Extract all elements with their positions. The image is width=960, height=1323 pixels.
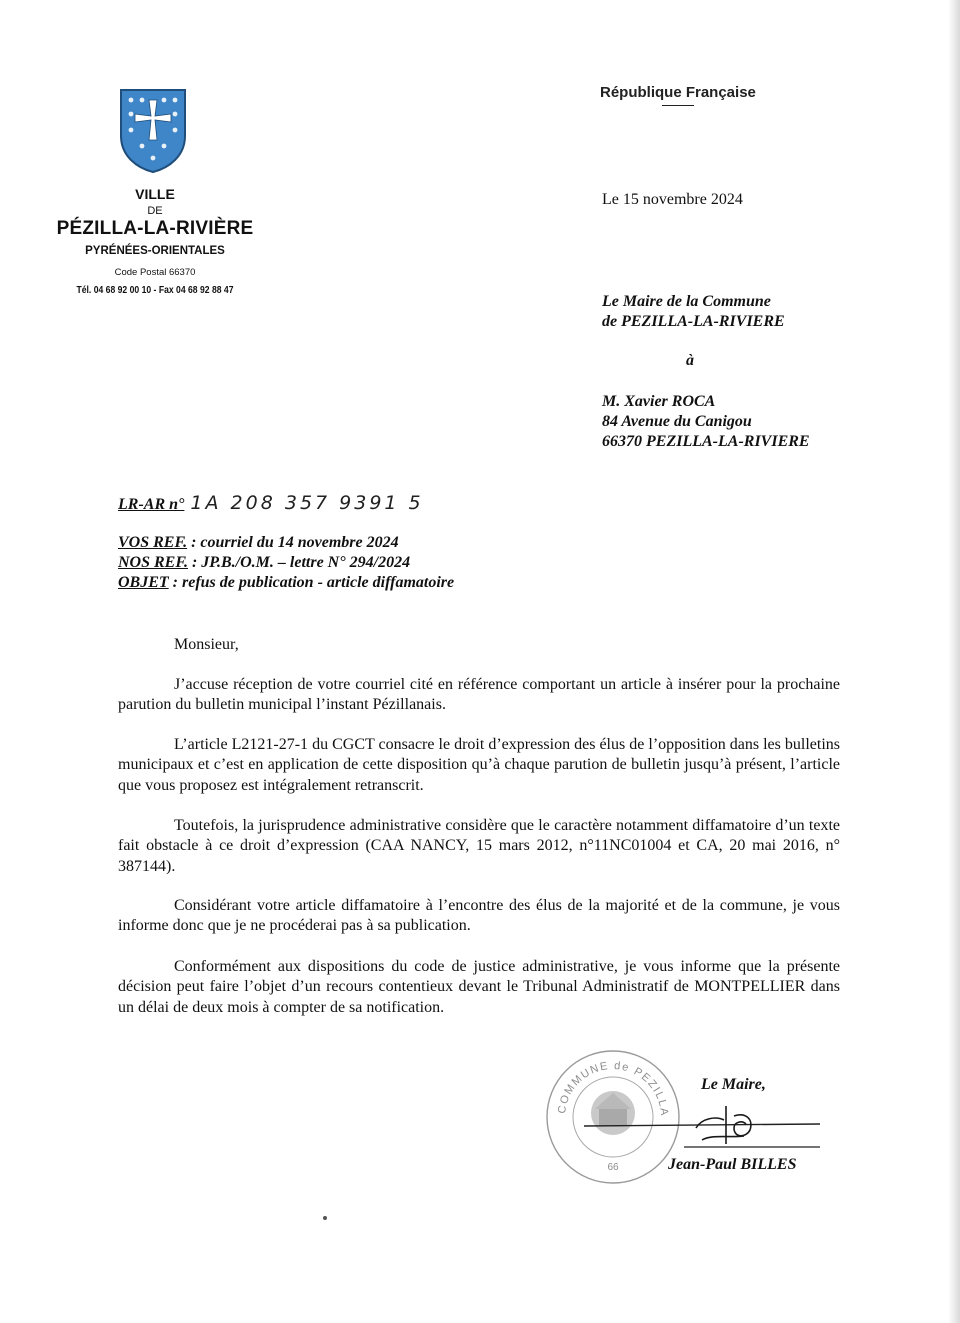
svg-text:COMMUNE de PEZILLA-LA-RIVIERE: COMMUNE de PEZILLA [555,1059,671,1118]
paragraph-1: J’accuse réception de votre courriel cité en référence comportant un article à insérer pour la prochaine parution du bulletin municipal l’instant Pézillanais. [118,676,840,714]
sender-block [602,292,785,332]
signature-label: Le Maire, [701,1076,766,1093]
page-edge-shadow [948,0,960,1323]
stamp-department: 66 [607,1162,619,1173]
lrar-handwritten-number: 1A 208 357 9391 5 [190,492,424,514]
letter-date: Le 15 novembre 2024 [602,191,743,208]
paragraph-2: L’article L2121-27-1 du CGCT consacre le droit d’expression des élus de l’opposition dans les bulletins municipaux et c’est en application de cette disposition qu’à chaque parution de bulletin jusqu’à présent, l’article que vous proposez est intégralement retranscrit. [118,736,840,794]
paragraph-4: Considérant votre article diffamatoire à l’encontre des élus de la majorité et de la commune, je vous informe donc que je ne procéderai pas à sa publication. [118,897,840,935]
vos-ref-line [118,534,399,552]
nos-ref-line [118,554,410,572]
nos-ref-label: NOS REF. [118,554,188,571]
objet-line [118,574,454,592]
vos-ref-value: : courriel du 14 novembre 2024 [187,534,399,551]
objet-label: OBJET [118,574,169,591]
letterhead-de: DE [147,205,163,217]
signer-name: Jean-Paul BILLES [668,1156,797,1173]
lrar-line [118,492,424,514]
vos-ref-label: VOS REF. [118,534,188,551]
nos-ref-value: : JP.B./O.M. – lettre N° 294/2024 [187,554,411,571]
paragraph-3: Toutefois, la jurisprudence administrative considère que le caractère notamment diffamatoire d’un texte fait obstacle à ce droit d’expression (CAA NANCY, 15 mars 2012, n°11NC01004 et CA, 20 mai 2016, n° 387144). [118,817,840,875]
objet-value: : refus de publication - article diffamatoire [168,574,455,591]
letterhead-phone-fax: Tél. 04 68 92 00 10 - Fax 04 68 92 88 47 [76,284,234,296]
recipient-street: 84 Avenue du Canigou [602,413,752,430]
recipient-block [602,392,810,452]
sender-line-2: de PEZILLA-LA-RIVIERE [602,313,785,330]
scan-speck [323,1216,327,1220]
coat-of-arms-icon [117,86,189,174]
republic-heading: République Française [600,84,756,101]
recipient-name: M. Xavier ROCA [602,393,716,410]
salutation: Monsieur, [174,636,239,653]
letterhead-town-name: PÉZILLA-LA-RIVIÈRE [56,218,254,239]
handwritten-signature [584,1098,824,1158]
letterhead-ville: VILLE [135,186,175,202]
lrar-label: LR-AR n° [118,496,185,513]
republic-underline [662,105,694,106]
letterhead-postal-code: Code Postal 66370 [114,267,196,278]
paragraph-5: Conformément aux dispositions du code de justice administrative, je vous informe que la présente décision peut faire l’objet d’un recours contentieux devant le Tribunal Administratif de MONTPELLIER dans un délai de deux mois à compter de sa notification. [118,958,840,1016]
sender-line-1: Le Maire de la Commune [602,293,771,310]
addressed-to: à [686,352,694,369]
recipient-city: 66370 PEZILLA-LA-RIVIERE [602,433,810,450]
letterhead-department: PYRÉNÉES-ORIENTALES [85,245,225,257]
